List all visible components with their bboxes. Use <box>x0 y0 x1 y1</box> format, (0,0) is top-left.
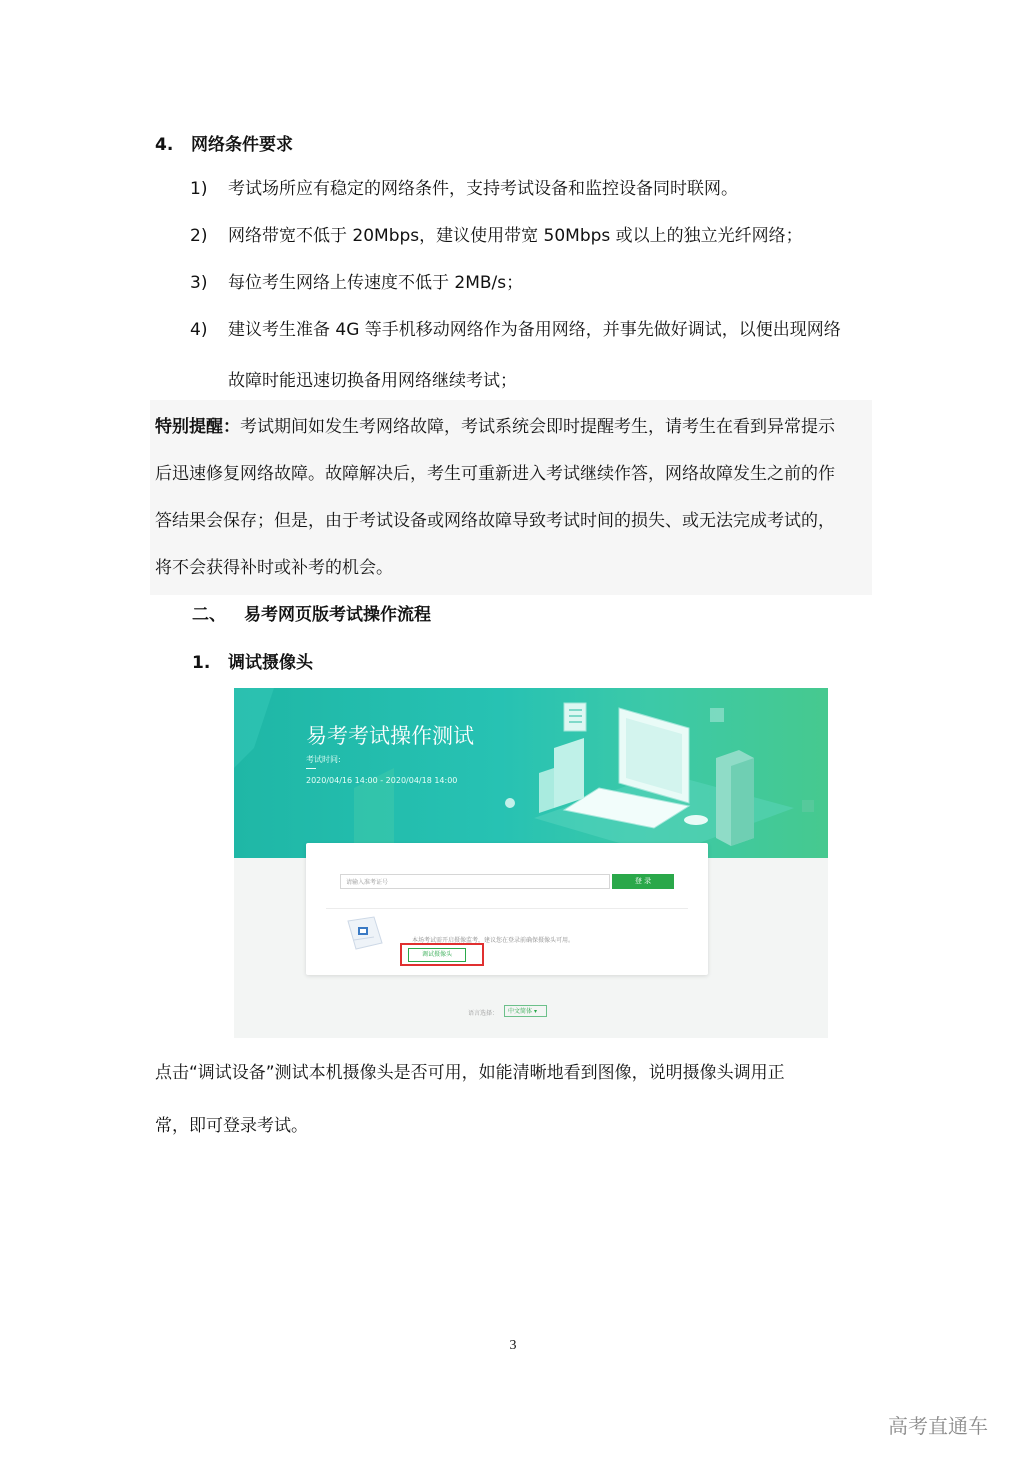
highlight-box <box>400 943 484 966</box>
divider <box>326 908 688 909</box>
exam-login-screenshot <box>234 688 828 1038</box>
login-button[interactable]: 登 录 <box>612 874 674 889</box>
section-heading <box>155 130 293 155</box>
admission-number-input[interactable]: 请输入准考证号 <box>340 874 610 889</box>
notice-line: 答结果会保存；但是，由于考试设备或网络故障导致考试时间的损失、或无法完成考试的， <box>155 511 835 531</box>
list-item-continuation: 故障时能迅速切换备用网络继续考试； <box>228 371 517 391</box>
page-number: 3 <box>509 1338 517 1353</box>
language-value: 中文简体 <box>508 1008 533 1015</box>
list-item-number: 2) <box>190 226 208 246</box>
notice-line: 后迅速修复网络故障。故障解决后，考生可重新进入考试继续作答，网络故障发生之前的作 <box>155 464 835 484</box>
language-select[interactable] <box>504 1005 547 1017</box>
list-item-number: 1) <box>190 179 208 199</box>
section-title: 网络条件要求 <box>191 135 293 155</box>
list-item-text: 建议考生准备 4G 等手机移动网络作为备用网络，并事先做好调试，以便出现网络 <box>228 320 841 340</box>
paragraph-line: 常，即可登录考试。 <box>155 1116 308 1136</box>
paragraph-line: 点击“调试设备”测试本机摄像头是否可用，如能清晰地看到图像，说明摄像头调用正 <box>155 1063 785 1083</box>
exam-time-label: 考试时间: <box>306 755 341 764</box>
list-item-number: 3) <box>190 273 208 293</box>
login-card <box>306 843 708 975</box>
divider <box>306 768 316 769</box>
banner-title: 易考考试操作测试 <box>306 724 474 748</box>
banner-illustration <box>234 688 828 858</box>
watermark: 高考直通车 <box>888 1414 988 1438</box>
camera-note: 本场考试需开启摄像监考，建议您在登录前确保摄像头可用。 <box>412 937 575 944</box>
list-item-text: 考试场所应有稳定的网络条件，支持考试设备和监控设备同时联网。 <box>228 179 738 199</box>
exam-banner <box>234 688 828 858</box>
notice-line <box>155 412 871 437</box>
chapter-title: 易考网页版考试操作流程 <box>244 605 431 625</box>
chapter-number: 二、 <box>192 605 226 625</box>
chapter-heading <box>192 600 431 625</box>
camera-illustration-icon <box>344 913 386 953</box>
test-camera-button[interactable]: 调试摄像头 <box>408 948 466 962</box>
exam-time-range: 2020/04/16 14:00 - 2020/04/18 14:00 <box>306 776 458 785</box>
chevron-down-icon: ▾ <box>533 1008 537 1015</box>
notice-line: 将不会获得补时或补考的机会。 <box>155 558 393 578</box>
notice-text: 考试期间如发生考网络故障，考试系统会即时提醒考生，请考生在看到异常提示 <box>240 417 835 437</box>
notice-label: 特别提醒： <box>155 417 240 437</box>
subsection-heading <box>192 648 313 673</box>
language-label: 语言选择： <box>468 1010 499 1017</box>
list-item-text: 每位考生网络上传速度不低于 2MB/s； <box>228 273 524 293</box>
subsection-number: 1. <box>192 653 211 673</box>
section-number: 4. <box>155 135 174 155</box>
subsection-title: 调试摄像头 <box>228 653 313 673</box>
list-item-number: 4) <box>190 320 208 340</box>
list-item-text: 网络带宽不低于 20Mbps，建议使用带宽 50Mbps 或以上的独立光纤网络； <box>228 226 803 246</box>
